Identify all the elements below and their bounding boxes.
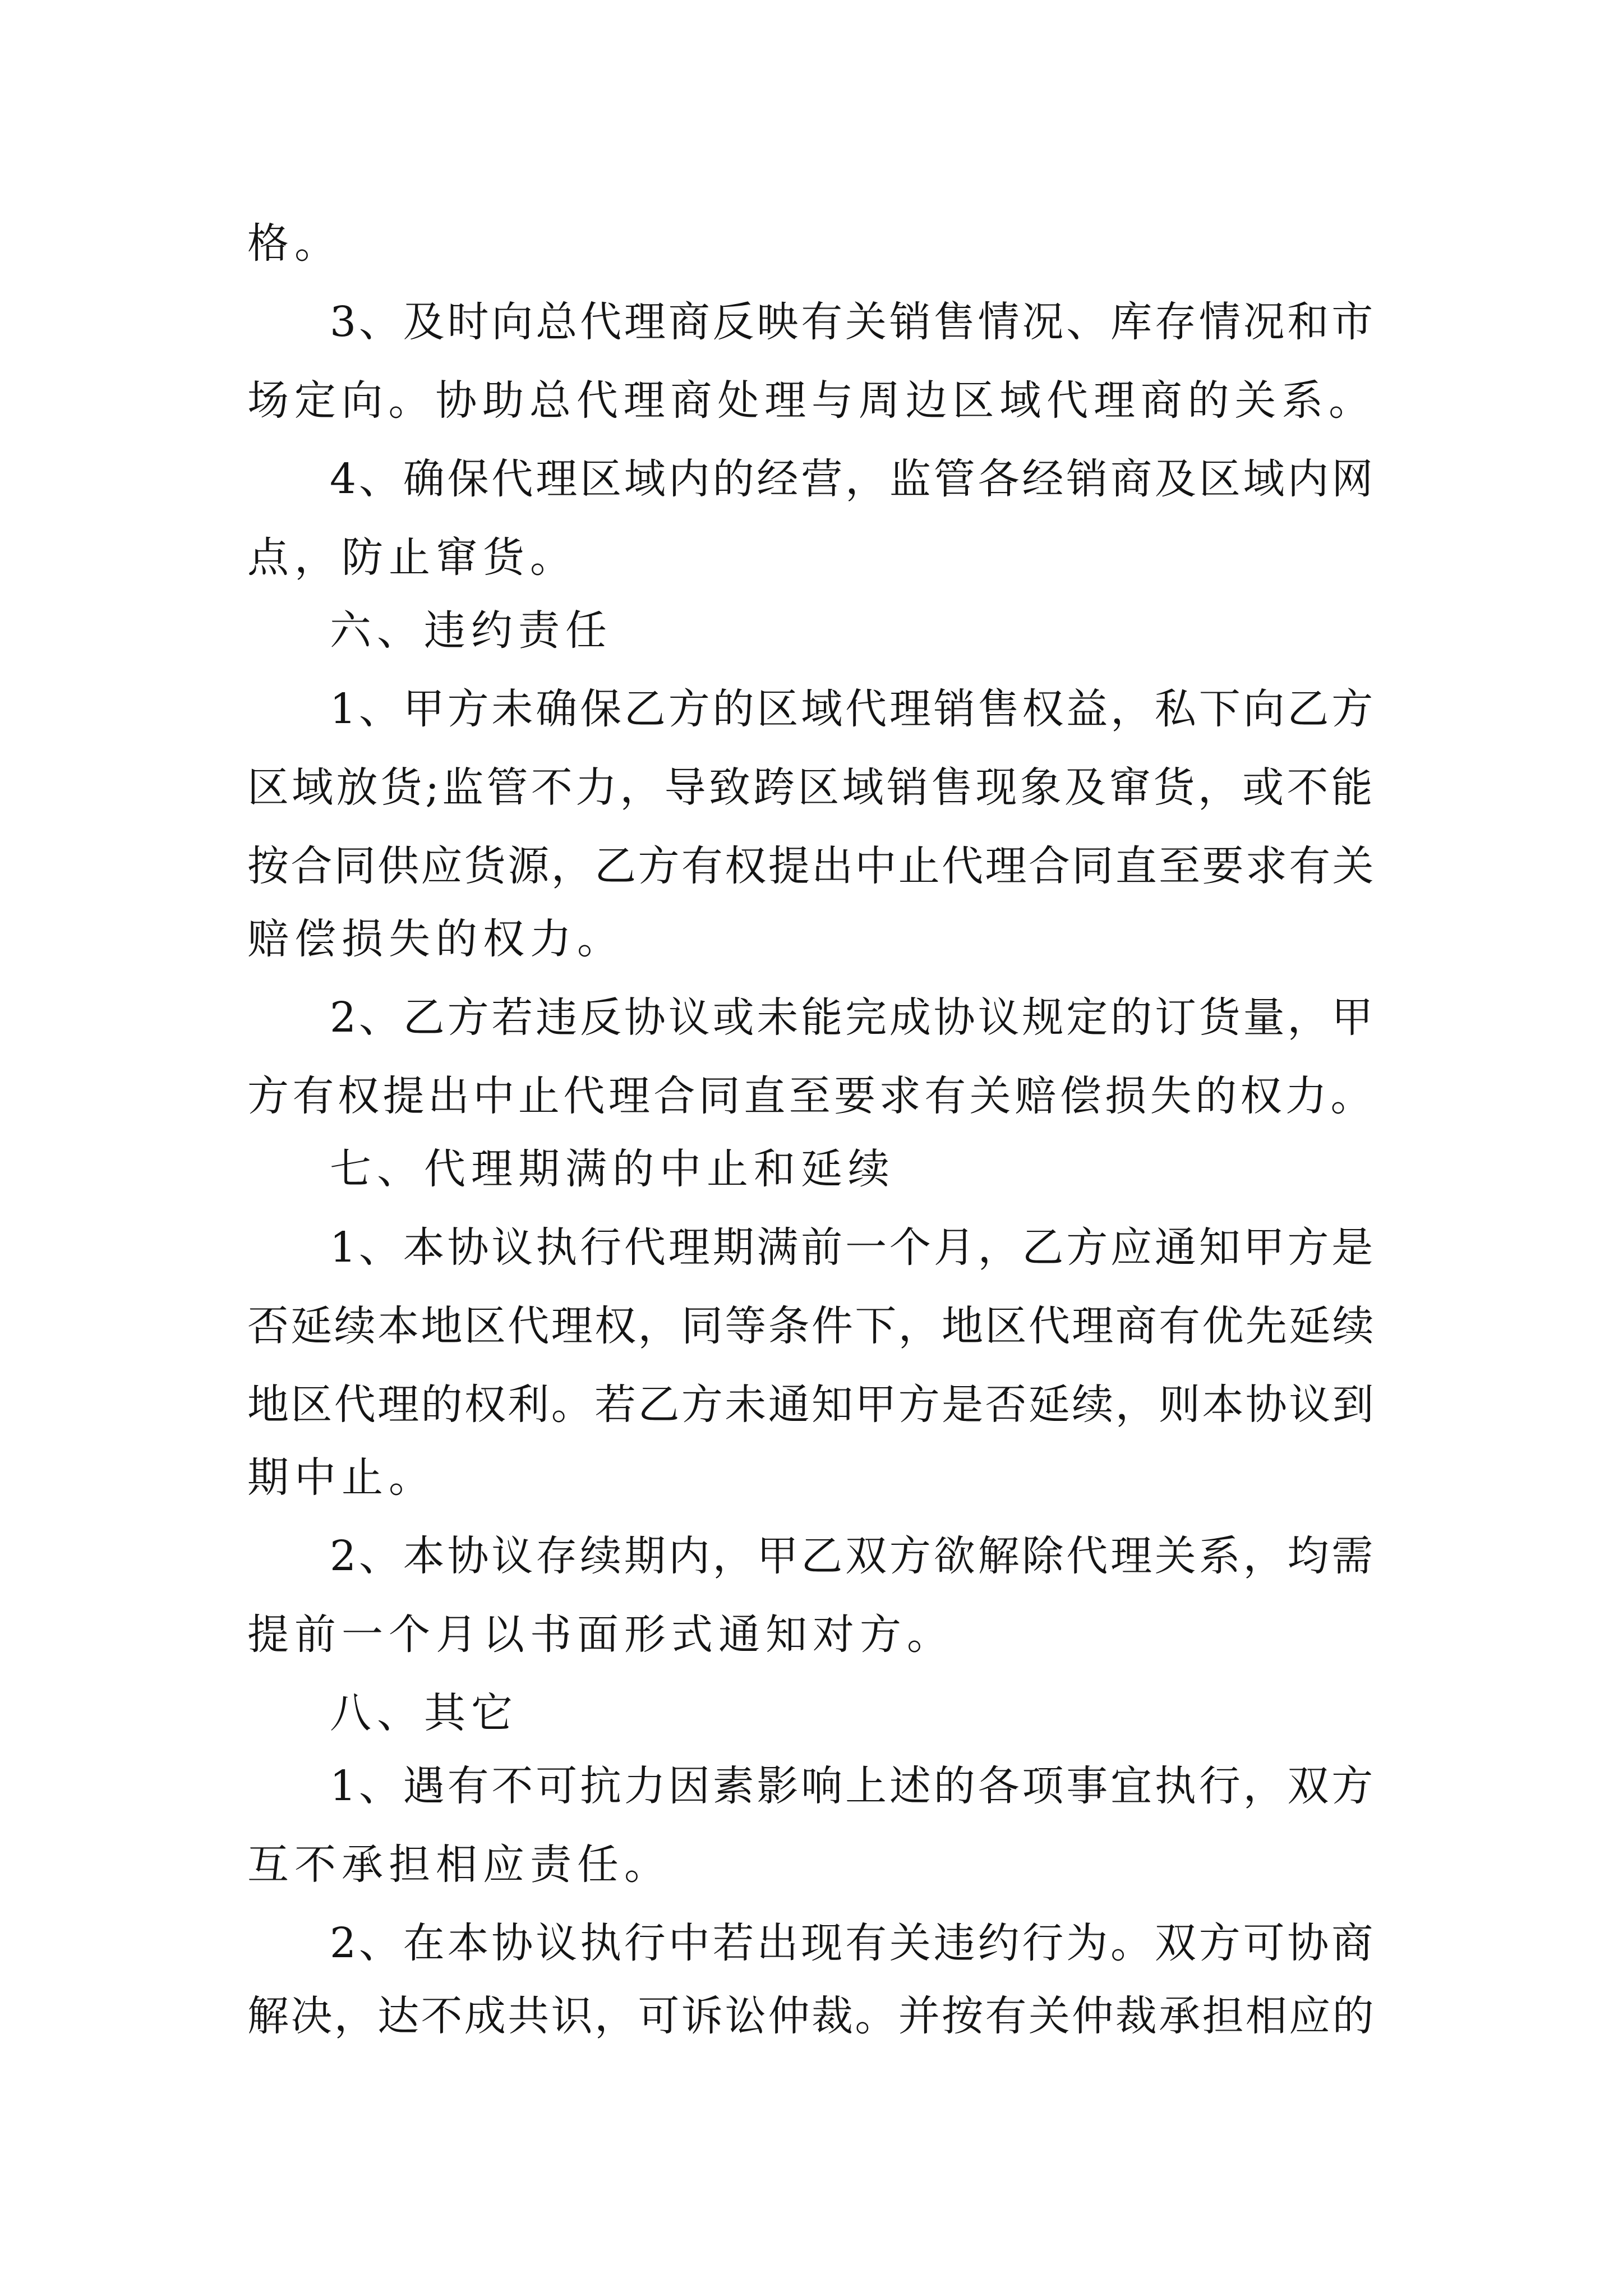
text-line-11: 2、乙方若违反协议或未能完成协议规定的订货量，甲 (330, 993, 1376, 1042)
text-line-14: 1、本协议执行代理期满前一个月，乙方应通知甲方是 (330, 1223, 1376, 1272)
text-line-18: 2、本协议存续期内，甲乙双方欲解除代理关系，均需 (330, 1532, 1376, 1580)
text-line-09: 按合同供应货源，乙方有权提出中止代理合同直至要求有关 (247, 842, 1376, 890)
section-heading-8: 八、其它 (330, 1689, 518, 1737)
text-line-05: 点，防止窜货。 (247, 533, 577, 582)
text-line-19: 提前一个月以书面形式通知对方。 (247, 1611, 954, 1659)
section-heading-7: 七、代理期满的中止和延续 (330, 1145, 895, 1193)
text-line-21: 1、遇有不可抗力因素影响上述的各项事宜执行，双方 (330, 1762, 1376, 1810)
text-line-04: 4、确保代理区域内的经营，监管各经销商及区域内网 (330, 455, 1376, 503)
text-line-15: 否延续本地区代理权，同等条件下，地区代理商有优先延续 (247, 1302, 1376, 1350)
text-line-16: 地区代理的权利。若乙方未通知甲方是否延续，则本协议到 (247, 1381, 1376, 1429)
text-line-12: 方有权提出中止代理合同直至要求有关赔偿损失的权力。 (247, 1072, 1376, 1120)
text-line-02: 3、及时向总代理商反映有关销售情况、库存情况和市 (330, 298, 1376, 346)
text-line-22: 互不承担相应责任。 (247, 1841, 671, 1889)
text-line-17: 期中止。 (247, 1453, 436, 1502)
text-line-01: 格。 (247, 219, 342, 268)
text-line-07: 1、甲方未确保乙方的区域代理销售权益，私下向乙方 (330, 685, 1376, 733)
text-line-03: 场定向。协助总代理商处理与周边区域代理商的关系。 (247, 376, 1376, 425)
text-line-08: 区域放货;监管不力，导致跨区域销售现象及窜货，或不能 (247, 763, 1376, 812)
text-line-24: 解决，达不成共识，可诉讼仲裁。并按有关仲裁承担相应的 (247, 1992, 1376, 2040)
text-line-10: 赔偿损失的权力。 (247, 915, 624, 963)
text-line-23: 2、在本协议执行中若出现有关违约行为。双方可协商 (330, 1919, 1376, 1967)
section-heading-6: 六、违约责任 (330, 606, 612, 655)
